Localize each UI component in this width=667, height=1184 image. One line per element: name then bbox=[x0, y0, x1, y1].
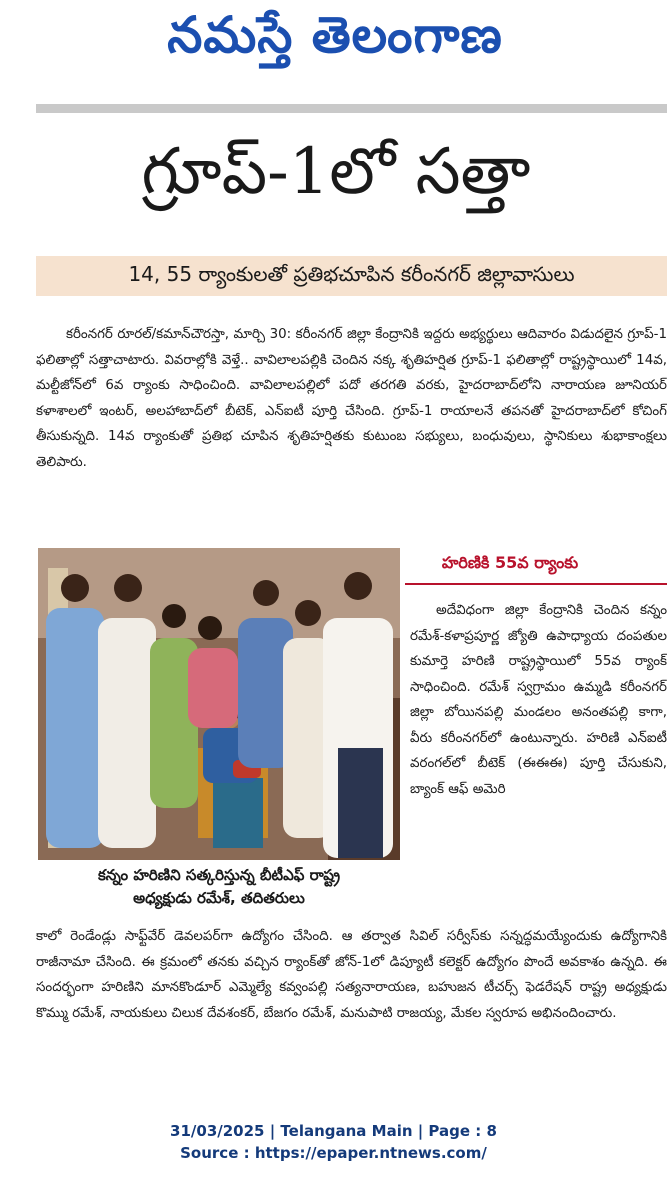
masthead bbox=[0, 0, 667, 100]
masthead-divider bbox=[36, 104, 667, 113]
group-photo-illustration bbox=[38, 548, 400, 860]
article-subheadline: 14, 55 ర్యాంకులతో ప్రతిభచూపిన కరీంనగర్ జిల్లావాసులు bbox=[128, 262, 575, 286]
side-heading: హరిణికి 55వ ర్యాంకు bbox=[441, 553, 579, 572]
page-footer bbox=[0, 1120, 667, 1164]
article-paragraph-1: కరీంనగర్ రూరల్/కమాన్‌చౌరస్తా, మార్చి 30: కరీంనగర్ జిల్లా కేంద్రానికి ఇద్దరు అభ్యర్థులు ఆదివారం విడుదలైన గ్రూప్-1 ఫలితాల్లో సత్తాచాటారు. వివరాల్లోకి వెళ్తే.. వావిలాలపల్లికి చెందిన నక్క శృతిహర్షిత గ్రూప్-1 ఫలితాల్లో రాష్ట్రస్థాయిలో 14వ, మల్టీజోన్‌లో 6వ ర్యాంకు సాధించింది. వావిలాలపల్లిలో పదో తరగతి వరకు, హైదరాబాద్‌లోని నారాయణ జూనియర్ కళాశాలలో ఇంటర్, అలహాబాద్‌లో బీటెక్, ఎన్ఐటీ పూర్తి చేసింది. గ్రూప్-1 రాయాలనే తపనతో హైదరాబాద్‌లో కోచింగ్ తీసుకున్నది. 14వ ర్యాంకుతో ప్రతిభ చూపిన శృతిహర్షితకు కుటుంబ సభ్యులు, బంధువులు, స్థానికులు శుభాకాంక్షలు తెలిపారు. bbox=[36, 327, 667, 470]
photo-caption bbox=[38, 864, 400, 910]
article-photo bbox=[38, 548, 400, 860]
newspaper-logo-title: నమస్తే తెలంగాణ bbox=[167, 6, 503, 64]
photo-caption-line-1: కన్నం హరిణిని సత్కరిస్తున్న బీటీఎఫ్ రాష్ట్ర bbox=[97, 866, 341, 884]
article-paragraph-2: అదేవిధంగా జిల్లా కేంద్రానికి చెందిన కన్నం రమేశ్-కళాప్రపూర్ణ జ్యోతి ఉపాధ్యాయ దంపతుల కుమార్తె హరిణి రాష్ట్రస్థాయిలో 55వ ర్యాంక్ సాధించింది. రమేశ్ స్వగ్రామం ఉమ్మడి కరీంనగర్ జిల్లా బోయినపల్లి మండలం అనంతపల్లి కాగా, వీరు కరీంనగర్‌లో ఉంటున్నారు. హరిణి ఎన్ఐటీ వరంగల్‌లో బీటెక్ (ఈఈఈ) పూర్తి చేసుకుని, బ్యాంక్ ఆఫ్ అమెరి bbox=[410, 603, 667, 797]
side-heading-underline bbox=[405, 583, 667, 585]
article-paragraph-3: కాలో రెండేండ్లు సాఫ్ట్‌వేర్ డెవలపర్‌గా ఉద్యోగం చేసింది. ఆ తర్వాత సివిల్ సర్వీస్‌కు సన్నద్ధమయ్యేందుకు ఉద్యోగానికి రాజీనామా చేసింది. ఈ క్రమంలో తనకు వచ్చిన ర్యాంక్‌తో జోన్-1లో డిప్యూటీ కలెక్టర్ ఉద్యోగం పొందే అవకాశం ఉన్నది. ఈ సందర్భంగా హరిణిని మానకొండూర్ ఎమ్మెల్యే కవ్వంపల్లి సత్యనారాయణ, బహుజన టీచర్స్ ఫెడరేషన్ రాష్ట్ర అధ్యక్షుడు కొమ్ము రమేశ్, నాయకులు చిలుక దేవశంకర్, బేజగం రమేశ్, మనుపాటి రాజయ్య, మేకల స్వరూప అభినందించారు. bbox=[36, 929, 667, 1021]
photo-caption-line-2: అధ్యక్షుడు రమేశ్, తదితరులు bbox=[133, 889, 305, 907]
footer-source-link[interactable]: Source : https://epaper.ntnews.com/ bbox=[180, 1144, 487, 1162]
article-headline: గ్రూప్-1లో సత్తా bbox=[141, 135, 531, 209]
footer-edition-info: 31/03/2025 | Telangana Main | Page : 8 bbox=[170, 1122, 497, 1140]
